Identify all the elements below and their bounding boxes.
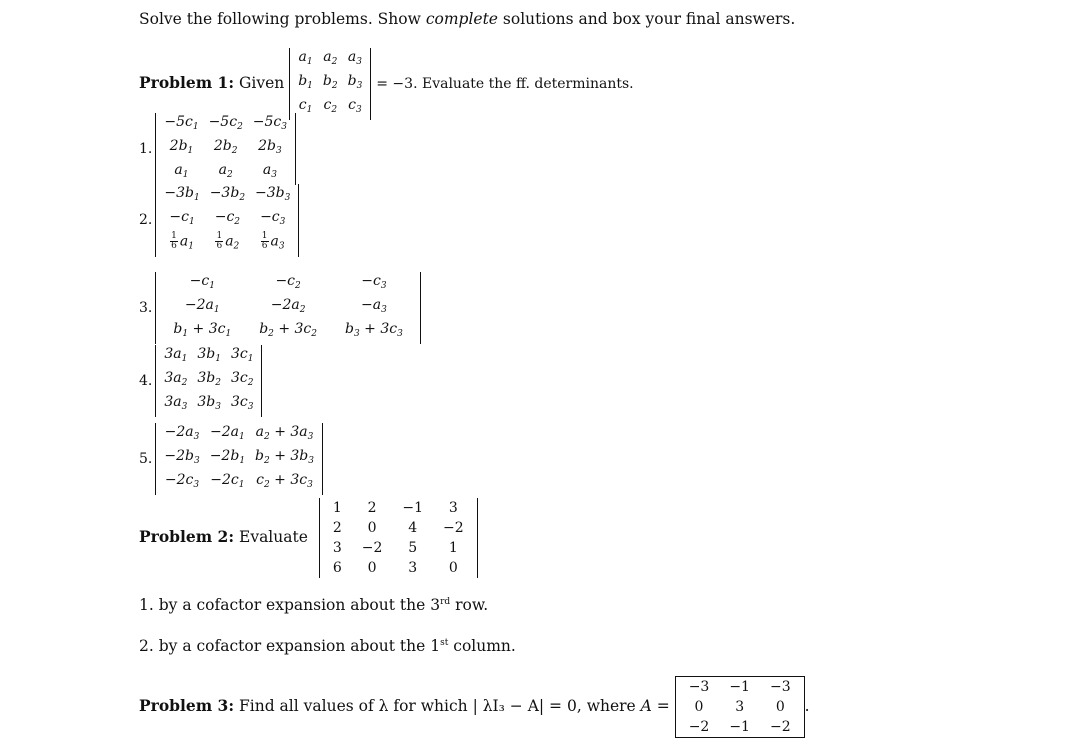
item-matrix-cell: $2b_2$: [213, 138, 238, 156]
item-matrix-cell: $-c_1$: [189, 273, 215, 291]
item-determinant: [155, 345, 262, 417]
problem3-matrix-bracket: [675, 676, 805, 738]
problem2-part1: [139, 596, 488, 614]
item-matrix-row: [159, 447, 319, 471]
item-matrix-row: [159, 232, 295, 257]
problem2-text: Evaluate: [239, 528, 308, 546]
instructions-text-end: solutions and box your final answers.: [502, 10, 796, 28]
problem2-matrix-row: [323, 518, 474, 538]
item-matrix-cell: $a_1$: [174, 162, 189, 180]
problem2-matrix-cell: 0: [367, 560, 377, 576]
problem3-a-equals: A =: [640, 697, 670, 715]
given-matrix-cell: $c_2$: [323, 97, 338, 115]
item-matrix-cell: $-2b_3$: [164, 448, 200, 466]
given-matrix: [293, 48, 367, 120]
item-matrix-cell: $-5c_2$: [208, 114, 243, 132]
item-matrix-cell: $-3b_2$: [209, 185, 246, 203]
problem3-matrix-row: [679, 677, 801, 697]
problem3-matrix-row: [679, 697, 801, 717]
part1-sup: rd: [440, 596, 451, 607]
problem1-item-4: [139, 345, 262, 417]
instructions: [139, 10, 795, 28]
problem2-matrix-cell: 2: [367, 500, 377, 516]
item-matrix-row: [159, 113, 292, 137]
item-matrix-row: [159, 272, 416, 296]
given-matrix-cell: $c_1$: [298, 97, 313, 115]
item-number: 3.: [139, 300, 153, 316]
problem3-statement: [139, 676, 810, 738]
problem2-matrix-cell: 5: [408, 540, 418, 556]
item-matrix-cell: $b_2 + 3c_2$: [259, 321, 318, 339]
problem3-label: Problem 3:: [139, 696, 235, 715]
item-matrix-cell: $-c_3$: [260, 209, 286, 227]
item-matrix-cell: $-2b_1$: [209, 448, 246, 466]
problem2-matrix-cell: 1: [332, 500, 342, 516]
problem2-matrix-cell: −2: [361, 540, 383, 556]
item-matrix-cell: $3a_2$: [164, 370, 188, 388]
problem3-matrix-cell: −3: [769, 679, 791, 695]
item-matrix-cell: $-c_2$: [214, 209, 241, 227]
problem3-matrix-cell: 3: [735, 699, 745, 715]
item-matrix-row: [159, 471, 319, 495]
problem2-matrix: [323, 498, 474, 578]
problem1-item-5: [139, 423, 323, 495]
problem2-matrix-cell: 0: [448, 560, 458, 576]
item-matrix-row: [159, 208, 295, 232]
item-matrix-row: [159, 161, 292, 185]
item-matrix-row: [159, 393, 258, 417]
problem1-equals: = −3. Evaluate the ff. determinants.: [376, 76, 634, 92]
given-matrix-cell: $a_3$: [347, 49, 362, 67]
given-matrix-row: [293, 48, 367, 72]
item-matrix-cell: $-2a_1$: [184, 297, 220, 315]
problem2-matrix-cell: −1: [402, 500, 424, 516]
item-matrix-cell: $2b_3$: [258, 138, 282, 156]
item-matrix-row: [159, 345, 258, 369]
problem1-item-3: [139, 272, 421, 344]
problem3-matrix-cell: −2: [688, 719, 710, 735]
problem2-matrix-cell: 1: [448, 540, 458, 556]
problem2-matrix-cell: 2: [332, 520, 342, 536]
item-number: 2.: [139, 212, 153, 229]
item-matrix-cell: $3a_1$: [164, 346, 188, 364]
problem3-matrix: [679, 677, 801, 737]
item-matrix-cell: $-a_3$: [361, 297, 387, 315]
item-number: 4.: [139, 373, 153, 389]
item-matrix-row: [159, 423, 319, 447]
item-matrix-cell: $-c_3$: [361, 273, 387, 291]
part2-sup: st: [440, 637, 449, 648]
problem2-matrix-cell: 3: [408, 560, 418, 576]
given-matrix-cell: $a_2$: [323, 49, 338, 67]
item-matrix: [159, 423, 319, 495]
item-matrix-cell: $3a_3$: [164, 394, 188, 412]
problem3-matrix-row: [679, 717, 801, 737]
problem2-determinant: [319, 498, 478, 578]
item-matrix-row: [159, 369, 258, 393]
item-matrix-cell: $\frac{1}{6}$ $a_1$: [171, 231, 194, 252]
problem2-matrix-cell: 6: [332, 560, 342, 576]
instructions-emphasis: complete: [425, 10, 498, 28]
item-matrix-cell: $b_1 + 3c_1$: [173, 321, 232, 339]
problem1-statement: [139, 48, 634, 120]
problem2-matrix-cell: 3: [332, 540, 342, 556]
item-matrix: [159, 345, 258, 417]
given-determinant: [289, 48, 371, 120]
given-matrix-cell: $b_3$: [347, 73, 363, 91]
item-determinant: [155, 184, 299, 257]
problem2-matrix-cell: 4: [408, 520, 418, 536]
item-matrix-cell: $-3b_3$: [255, 185, 291, 203]
problem1-label: Problem 1:: [139, 73, 235, 92]
problem1-item-2: [139, 184, 299, 257]
item-matrix-cell: $-2c_3$: [164, 472, 200, 490]
problem2-statement: [139, 498, 478, 578]
problem2-matrix-row: [323, 538, 474, 558]
item-matrix-cell: $-2c_1$: [210, 472, 245, 490]
item-matrix-cell: $\frac{1}{6}$ $a_2$: [216, 231, 240, 252]
item-matrix: [159, 113, 292, 185]
problem3-matrix-cell: −2: [769, 719, 791, 735]
item-matrix-cell: $-c_2$: [275, 273, 301, 291]
item-determinant: [155, 272, 420, 344]
item-matrix-cell: $a_2$: [218, 162, 233, 180]
item-matrix-cell: $3c_2$: [230, 370, 254, 388]
item-matrix-cell: $c_2 + 3c_3$: [256, 472, 313, 490]
problem3-text: Find all values of λ for which | λI₃ − A| = 0, where: [239, 697, 636, 715]
item-matrix-cell: $-5c_3$: [252, 114, 288, 132]
item-matrix-cell: $-2a_2$: [270, 297, 306, 315]
problem2-matrix-row: [323, 558, 474, 578]
item-matrix-cell: $b_2 + 3b_3$: [255, 448, 314, 466]
item-matrix-row: [159, 296, 416, 320]
item-matrix: [159, 184, 295, 257]
item-determinant: [155, 423, 323, 495]
item-matrix-cell: $3b_1$: [197, 346, 221, 364]
item-matrix: [159, 272, 416, 344]
problem3-matrix-cell: −1: [729, 719, 750, 735]
item-matrix-cell: $-2a_1$: [210, 424, 245, 442]
item-matrix-cell: $-2a_3$: [164, 424, 200, 442]
problem3-matrix-cell: −3: [688, 679, 710, 695]
problem2-matrix-cell: 0: [367, 520, 377, 536]
item-matrix-cell: $2b_1$: [169, 138, 194, 156]
problem3-period: .: [804, 697, 810, 715]
problem3-matrix-cell: 0: [775, 699, 785, 715]
given-matrix-cell: $a_1$: [298, 49, 313, 67]
given-matrix-cell: $c_3$: [348, 97, 362, 115]
item-matrix-cell: $-5c_1$: [164, 114, 199, 132]
item-matrix-cell: $a_2 + 3a_3$: [255, 424, 314, 442]
item-number: 1.: [139, 141, 153, 157]
part2-text-end: column.: [453, 637, 516, 655]
given-matrix-row: [293, 72, 367, 96]
item-matrix-row: [159, 184, 295, 208]
item-matrix-cell: $3b_2$: [197, 370, 221, 388]
item-matrix-cell: $\frac{1}{6}$ $a_3$: [261, 231, 285, 252]
problem1-item-1: [139, 113, 296, 185]
problem2-part2: [139, 637, 516, 655]
given-matrix-cell: $b_1$: [298, 73, 313, 91]
problem3-matrix-cell: −1: [729, 679, 750, 695]
problem2-label: Problem 2:: [139, 527, 235, 546]
problem2-matrix-cell: −2: [443, 520, 464, 536]
given-matrix-cell: $b_2$: [322, 73, 338, 91]
instructions-text: Solve the following problems. Show: [139, 10, 421, 28]
item-matrix-row: [159, 137, 292, 161]
given-matrix-row: [293, 96, 367, 120]
problem1-given: Given: [239, 74, 285, 92]
part2-text: 2. by a cofactor expansion about the 1: [139, 637, 441, 655]
item-matrix-cell: $-3b_1$: [164, 185, 200, 203]
item-matrix-cell: $a_3$: [262, 162, 277, 180]
problem2-matrix-cell: 3: [448, 500, 458, 516]
problem2-matrix-row: [323, 498, 474, 518]
problem3-matrix-cell: 0: [694, 699, 704, 715]
item-determinant: [155, 113, 296, 185]
item-matrix-cell: $3c_1$: [230, 346, 254, 364]
item-matrix-cell: $3c_3$: [230, 394, 254, 412]
item-matrix-row: [159, 320, 416, 344]
item-matrix-cell: $-c_1$: [169, 209, 195, 227]
item-number: 5.: [139, 451, 153, 467]
part1-text: 1. by a cofactor expansion about the 3: [139, 596, 441, 614]
item-matrix-cell: $3b_3$: [197, 394, 221, 412]
item-matrix-cell: $b_3 + 3c_3$: [345, 321, 403, 339]
part1-text-end: row.: [455, 596, 489, 614]
